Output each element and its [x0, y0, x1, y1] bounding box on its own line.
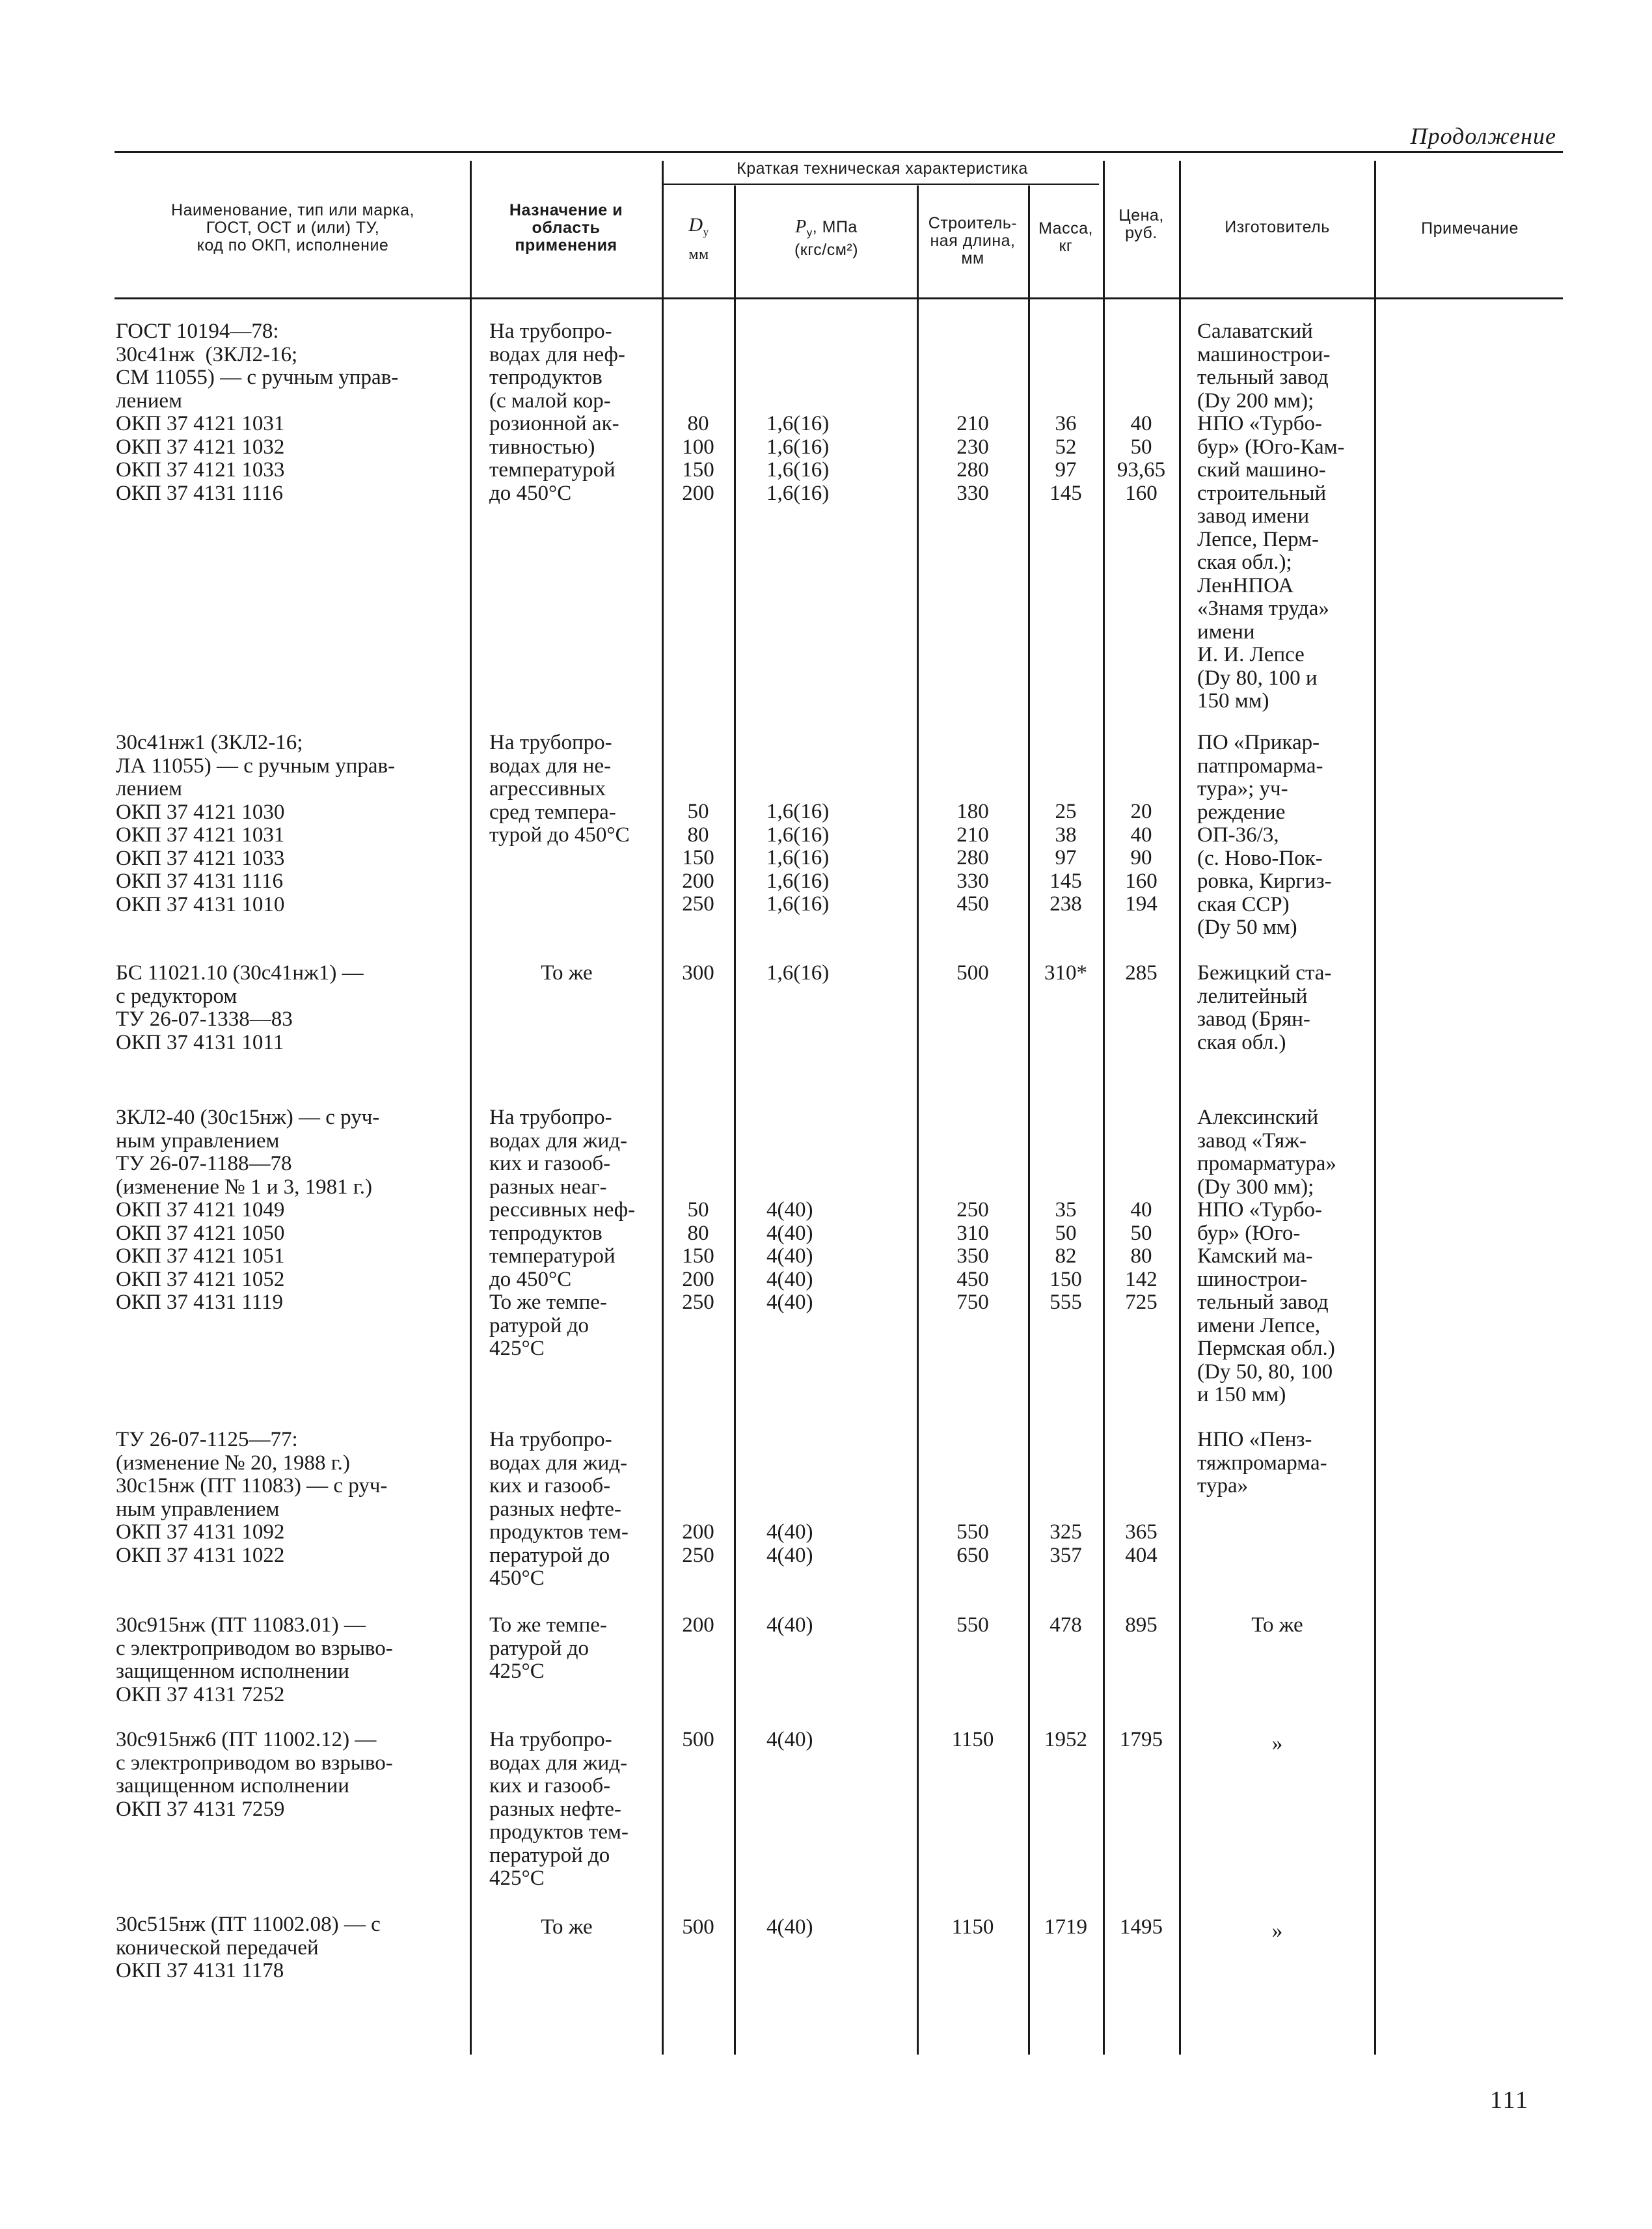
header-pressure: [737, 218, 915, 259]
cell-mass: 36 52 97 145: [1049, 412, 1082, 505]
cell-dn: 300: [682, 961, 714, 985]
header-maker: Изготовитель: [1225, 218, 1330, 236]
cell-price: 895: [1125, 1613, 1158, 1637]
header-pressure-symbol: P: [795, 217, 807, 237]
cell-pressure: 4(40) 4(40) 4(40) 4(40) 4(40): [766, 1198, 813, 1314]
cell-length: 550 650: [956, 1520, 989, 1567]
cell-dn: 50 80 150 200 250: [682, 800, 714, 916]
cell-name: ТУ 26-07-1125—77: (изменение № 20, 1988 г.) 30с15нж (ПТ 11083) — с руч- ным управлением ОКП 37 4131 1092 ОКП 37 4131 1022: [116, 1428, 388, 1567]
page-number: 111: [1490, 2086, 1530, 2114]
header-mass: Масса, кг: [1038, 219, 1093, 255]
cell-pressure: 4(40) 4(40): [766, 1520, 813, 1567]
header-name: Наименование, тип или марка, ГОСТ, ОСТ и (или) ТУ, код по ОКП, исполнение: [171, 201, 414, 254]
cell-pressure: 1,6(16) 1,6(16) 1,6(16) 1,6(16) 1,6(16): [766, 800, 830, 916]
cell-maker: ПО «Прикар- патпромарма- тура»; уч- реждение ОП-36/3, (с. Ново-Пок- ровка, Киргиз- ская ССР) (Dу 50 мм): [1197, 731, 1332, 939]
continuation-label: Продолжение: [1410, 123, 1556, 149]
header-pressure-sub: у: [806, 226, 813, 239]
cell-length: 1150: [951, 1915, 994, 1939]
cell-length: 550: [956, 1613, 989, 1637]
cell-price: 20 40 90 160 194: [1125, 800, 1158, 916]
cell-mass: 35 50 82 150 555: [1049, 1198, 1082, 1314]
cell-maker: То же: [1251, 1613, 1303, 1637]
cell-name: 30с41нж1 (ЗКЛ2-16; ЛА 11055) — с ручным управ- лением ОКП 37 4121 1030 ОКП 37 4121 1031 ОКП 37 4121 1033 ОКП 37 4131 1116 ОКП 37 4131 1010: [116, 731, 396, 916]
cell-maker: Салаватский машинострои- тельный завод (Dу 200 мм); НПО «Турбо- бур» (Юго-Кам- ский машино- строительный завод имени Лепсе, Перм- ская обл.); ЛенНПОА «Знамя труда» имени И. И. Лепсе (Dу 80, 100 и 150 мм): [1197, 320, 1345, 713]
cell-length: 210 230 280 330: [956, 412, 989, 505]
cell-length: 500: [956, 961, 989, 985]
cell-purpose: На трубопро- водах для неф- тепродуктов (с малой кор- розионной ак- тивностью) температурой до 450°С: [489, 320, 625, 505]
col-divider-3: [734, 185, 736, 2055]
header-length: Строитель- ная длина, мм: [928, 214, 1018, 267]
cell-price: 285: [1125, 961, 1158, 985]
cell-price: 365 404: [1125, 1520, 1158, 1567]
tech-group-rule: [662, 184, 1099, 185]
header-dn-symbol: D: [688, 214, 703, 236]
cell-name: 30с915нж6 (ПТ 11002.12) — с электроприводом во взрыво- защищенном исполнении ОКП 37 4131 7259: [116, 1728, 393, 1821]
cell-name: ЗКЛ2-40 (30с15нж) — с руч- ным управлением ТУ 26-07-1188—78 (изменение № 1 и 3, 1981 г.) ОКП 37 4121 1049 ОКП 37 4121 1050 ОКП 37 4121 1051 ОКП 37 4121 1052 ОКП 37 4131 1119: [116, 1106, 380, 1314]
cell-purpose: На трубопро- водах для жид- ких и газооб- разных нефте- продуктов тем- пературой до 450°С: [489, 1428, 629, 1590]
header-price: Цена, руб.: [1118, 206, 1164, 242]
header-pressure-unit: , МПа: [812, 218, 858, 236]
header-dn-unit: мм: [688, 246, 709, 263]
col-divider-7: [1179, 161, 1181, 2055]
cell-dn: 50 80 150 200 250: [682, 1198, 714, 1314]
cell-purpose: То же: [541, 1915, 593, 1939]
header-tech-group: Краткая техническая характеристика: [737, 159, 1028, 178]
cell-dn: 80 100 150 200: [682, 412, 714, 505]
cell-name: БС 11021.10 (30с41нж1) — с редуктором ТУ 26-07-1338—83 ОКП 37 4131 1011: [116, 961, 364, 1054]
cell-mass: 478: [1049, 1613, 1082, 1637]
cell-purpose: На трубопро- водах для жид- ких и газооб- разных нефте- продуктов тем- пературой до 425°С: [489, 1728, 629, 1890]
cell-pressure: 4(40): [766, 1915, 813, 1939]
header-purpose: Назначение и область применения: [509, 201, 623, 254]
header-dn-sub: у: [703, 226, 709, 238]
cell-length: 250 310 350 450 750: [956, 1198, 989, 1314]
cell-price: 1795: [1120, 1728, 1163, 1751]
cell-maker: НПО «Пенз- тяжпромарма- тура»: [1197, 1428, 1327, 1497]
cell-dn: 200 250: [682, 1520, 714, 1567]
cell-name: 30с515нж (ПТ 11002.08) — с конической передачей ОКП 37 4131 1178: [116, 1913, 381, 1982]
cell-price: 1495: [1120, 1915, 1163, 1939]
cell-purpose: На трубопро- водах для не- агрессивных сред темпера- турой до 450°С: [489, 731, 630, 847]
cell-mass: 310*: [1044, 961, 1087, 985]
col-divider-1: [470, 161, 472, 2055]
header-bottom-rule: [115, 297, 1563, 299]
cell-dn: 200: [682, 1613, 714, 1637]
cell-mass: 1719: [1044, 1915, 1087, 1939]
cell-purpose: То же: [541, 961, 593, 985]
cell-mass: 25 38 97 145 238: [1049, 800, 1082, 916]
header-dn: [665, 215, 733, 265]
table-top-rule: [115, 151, 1563, 153]
cell-price: 40 50 93,65 160: [1117, 412, 1166, 505]
cell-pressure: 4(40): [766, 1613, 813, 1637]
cell-mass: 1952: [1044, 1728, 1087, 1751]
cell-maker: Алексинский завод «Тяж- промарматура» (Dу 300 мм); НПО «Турбо- бур» (Юго- Камский ма- шинострои- тельный завод имени Лепсе, Пермская обл.) (Dу 50, 80, 100 и 150 мм): [1197, 1106, 1336, 1406]
cell-length: 1150: [951, 1728, 994, 1751]
cell-price: 40 50 80 142 725: [1125, 1198, 1158, 1314]
cell-dn: 500: [682, 1915, 714, 1939]
cell-name: ГОСТ 10194—78: 30с41нж (ЗКЛ2-16; СМ 11055) — с ручным управ- лением ОКП 37 4121 1031 ОКП 37 4121 1032 ОКП 37 4121 1033 ОКП 37 4131 1116: [116, 320, 399, 505]
cell-name: 30с915нж (ПТ 11083.01) — с электроприводом во взрыво- защищенном исполнении ОКП 37 4131 7252: [116, 1613, 393, 1706]
cell-pressure: 4(40): [766, 1728, 813, 1751]
cell-maker: Бежицкий ста- лелитейный завод (Брян- ская обл.): [1197, 961, 1332, 1054]
cell-pressure: 1,6(16) 1,6(16) 1,6(16) 1,6(16): [766, 412, 830, 505]
cell-purpose: На трубопро- водах для жид- ких и газооб- разных неаг- рессивных неф- тепродуктов температурой до 450°С То же темпе- ратурой до 425°С: [489, 1106, 636, 1360]
cell-dn: 500: [682, 1728, 714, 1751]
header-pressure-alt: (кгс/см²): [794, 241, 859, 259]
header-note: Примечание: [1421, 219, 1519, 238]
cell-purpose: То же темпе- ратурой до 425°С: [489, 1613, 607, 1683]
cell-mass: 325 357: [1049, 1520, 1082, 1567]
cell-maker: »: [1271, 1919, 1283, 1943]
cell-pressure: 1,6(16): [766, 961, 830, 985]
col-divider-8: [1374, 161, 1376, 2055]
cell-length: 180 210 280 330 450: [956, 800, 989, 916]
cell-maker: »: [1271, 1732, 1283, 1755]
